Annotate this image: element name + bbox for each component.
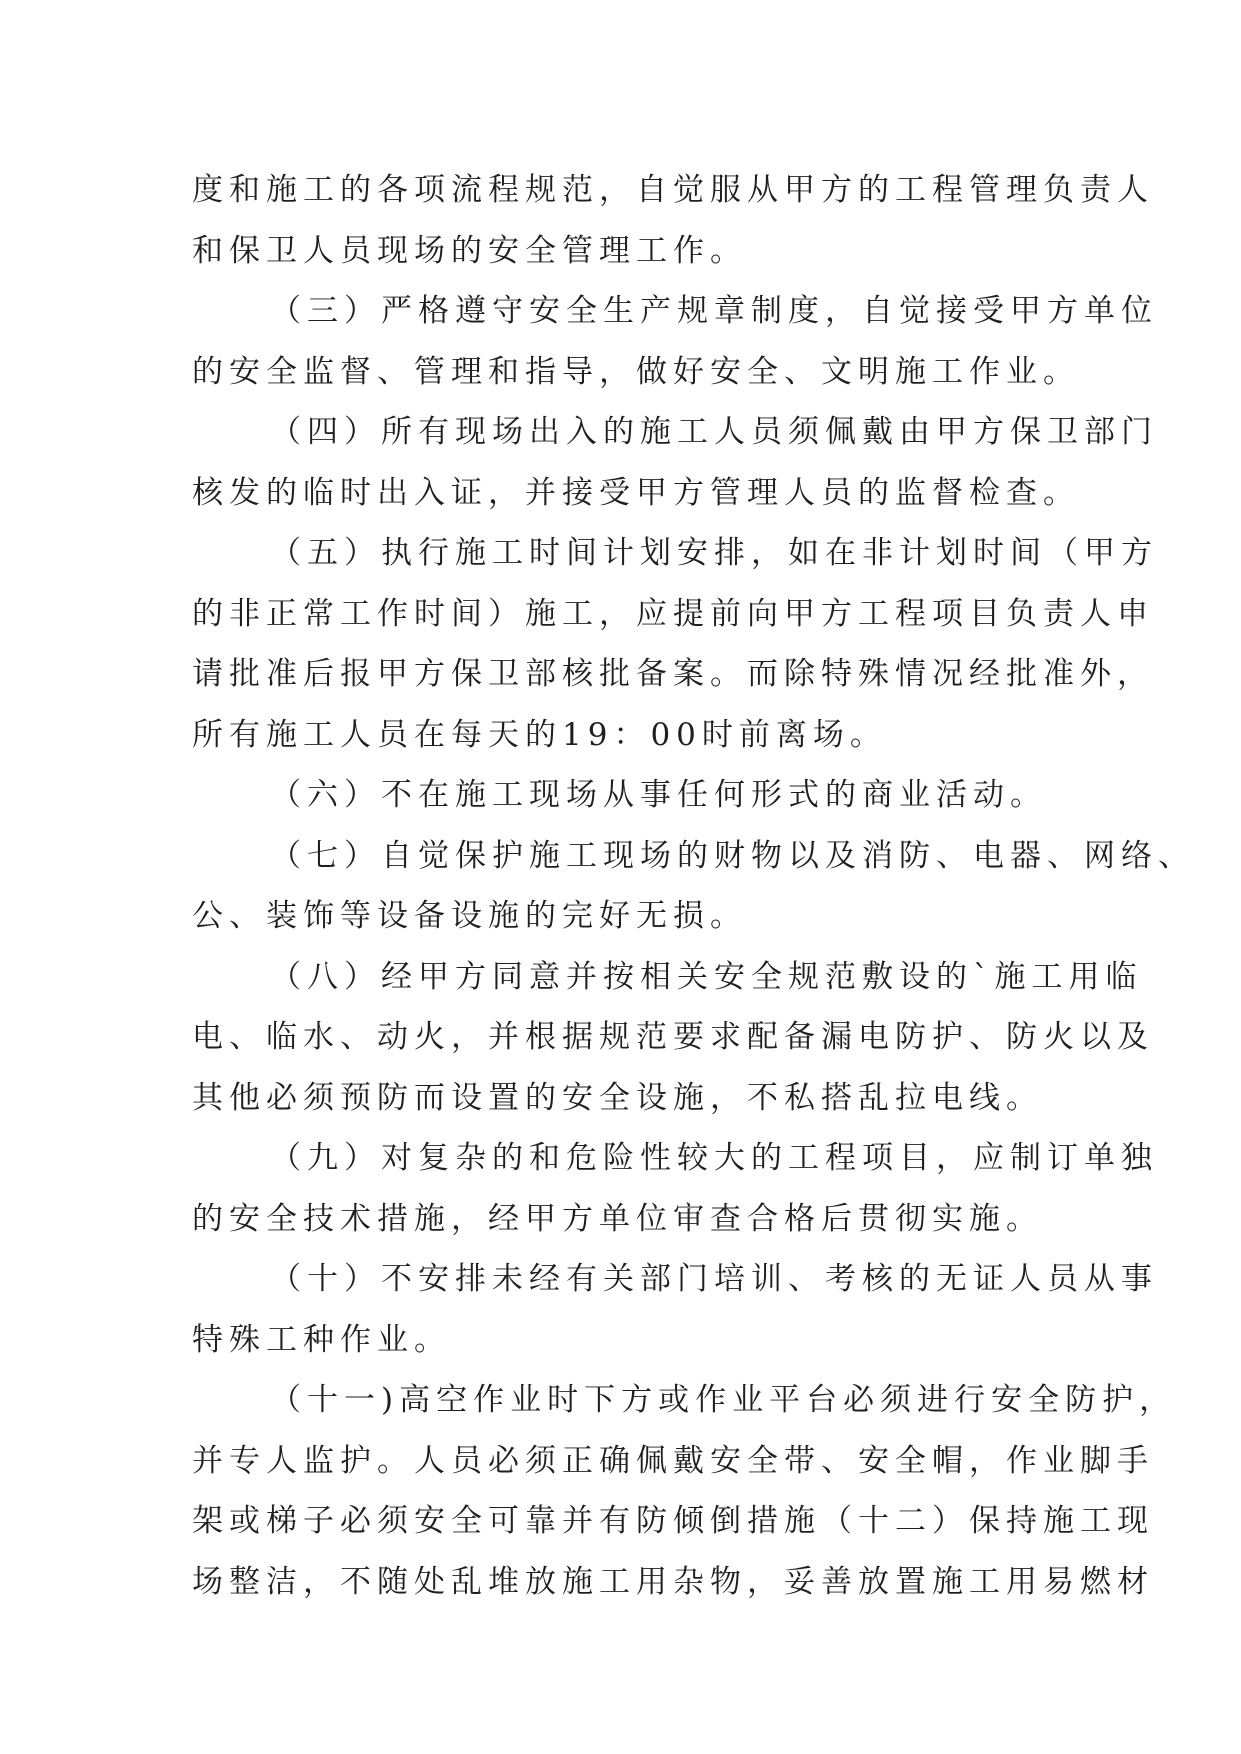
text-line: 公、装饰等设备设施的完好无损。 — [192, 898, 747, 934]
text-line: 度和施工的各项流程规范，自觉服从甲方的工程管理负责人 — [192, 172, 1154, 208]
text-line: 的安全监督、管理和指导，做好安全、文明施工作业。 — [192, 353, 1080, 390]
clause-8-line: （八）经甲方同意并按相关安全规范敷设的`施工用临 — [270, 958, 1143, 995]
clause-4-line: （四）所有现场出入的施工人员须佩戴由甲方保卫部门 — [270, 414, 1158, 450]
clause-9-line: （九）对复杂的和危险性较大的工程项目，应制订单独 — [270, 1140, 1158, 1176]
text-line: 特殊工种作业。 — [192, 1321, 451, 1358]
text-line: 请批准后报甲方保卫部核批备案。而除特殊情况经批准外， — [192, 656, 1154, 692]
text-line: 其他必须预防而设置的安全设施，不私搭乱拉电线。 — [192, 1079, 1043, 1116]
text-line: 的非正常工作时间）施工，应提前向甲方工程项目负责人申 — [192, 595, 1154, 632]
clause-7-line: （七）自觉保护施工现场的财物以及消防、电器、网络、 — [270, 837, 1195, 874]
clause-3-line: （三）严格遵守安全生产规章制度，自觉接受甲方单位 — [270, 293, 1158, 329]
text-line: 架或梯子必须安全可靠并有防倾倒措施（十二）保持施工现 — [192, 1503, 1154, 1539]
text-line: 的安全技术措施，经甲方单位审查合格后贯彻实施。 — [192, 1200, 1043, 1237]
clause-10-line: （十）不安排未经有关部门培训、考核的无证人员从事 — [270, 1261, 1158, 1297]
text-line: 和保卫人员现场的安全管理工作。 — [192, 232, 747, 269]
text-line: 场整洁，不随处乱堆放施工用杂物，妥善放置施工用易燃材 — [192, 1563, 1154, 1600]
text-line: 所有施工人员在每天的19：00时前离场。 — [192, 716, 887, 753]
document-body — [192, 160, 1195, 1612]
text-line: 电、临水、动火，并根据规范要求配备漏电防护、防火以及 — [192, 1019, 1154, 1055]
clause-6-line: （六）不在施工现场从事任何形式的商业活动。 — [270, 777, 1047, 813]
clause-11-line: （十一)高空作业时下方或作业平台必须进行安全防护， — [270, 1382, 1177, 1418]
text-line: 核发的临时出入证，并接受甲方管理人员的监督检查。 — [192, 474, 1080, 511]
text-line: 并专人监护。人员必须正确佩戴安全带、安全帽，作业脚手 — [192, 1442, 1154, 1479]
clause-5-line: （五）执行施工时间计划安排，如在非计划时间（甲方 — [270, 535, 1158, 571]
